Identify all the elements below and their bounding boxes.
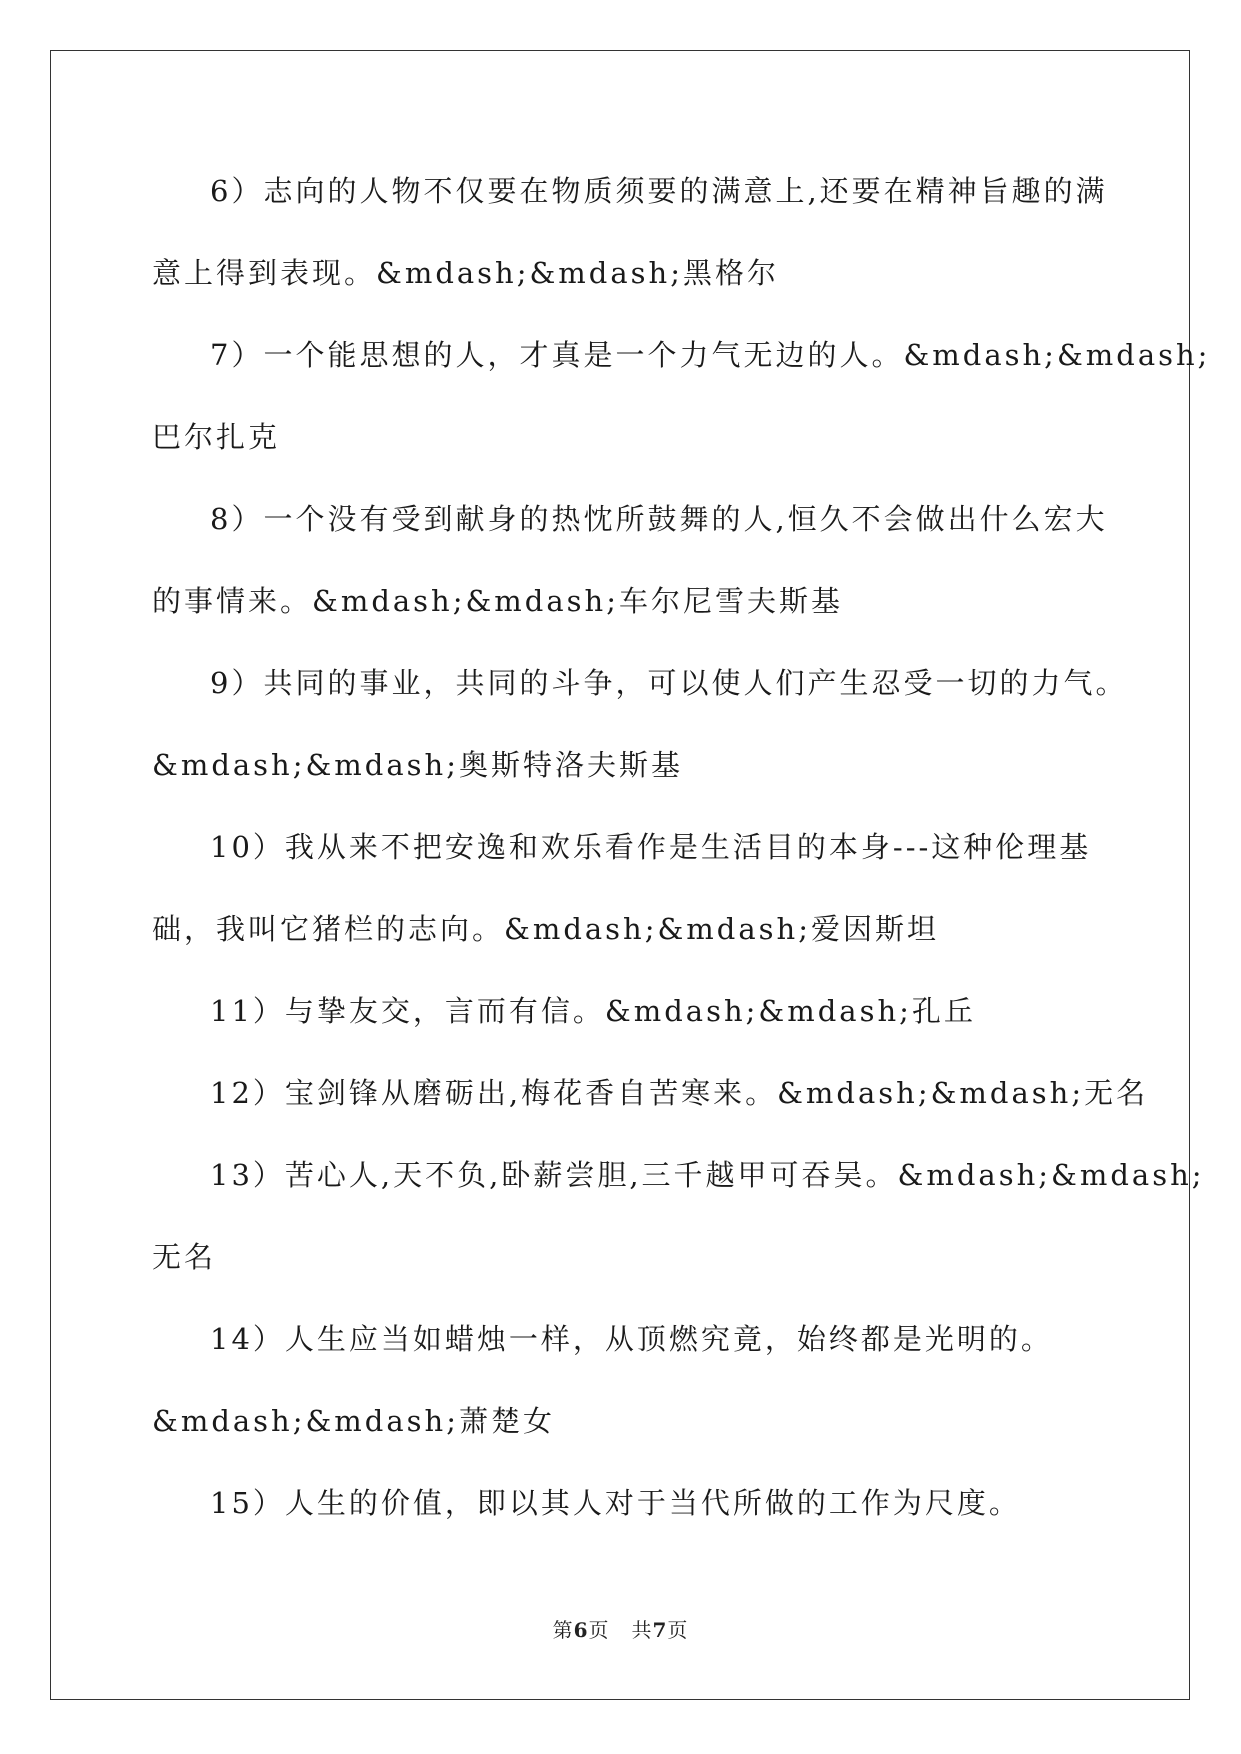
text-line: 9）共同的事业，共同的斗争，可以使人们产生忍受一切的力气。 [210,666,1128,700]
text-line: 6）志向的人物不仅要在物质须要的满意上,还要在精神旨趣的满 [210,174,1108,208]
text-line: 8）一个没有受到献身的热忱所鼓舞的人,恒久不会做出什么宏大 [210,502,1108,536]
text-line: 无名 [152,1240,217,1274]
total-suffix: 页 [667,1618,689,1642]
page-prefix: 第 [552,1618,574,1642]
total-prefix: 共 [631,1618,653,1642]
text-line: 意上得到表现。&mdash;&mdash;黑格尔 [152,256,779,290]
page-footer [0,1614,1241,1643]
text-line: 巴尔扎克 [152,420,281,454]
text-line: &mdash;&mdash;奥斯特洛夫斯基 [152,748,683,782]
text-line: 10）我从来不把安逸和欢乐看作是生活目的本身---这种伦理基 [210,830,1092,864]
text-line: 的事情来。&mdash;&mdash;车尔尼雪夫斯基 [152,584,843,618]
text-line: 14）人生应当如蜡烛一样，从顶燃究竟，始终都是光明的。 [210,1322,1053,1356]
text-line: 础，我叫它猪栏的志向。&mdash;&mdash;爱因斯坦 [152,912,939,946]
text-line: 7）一个能思想的人，才真是一个力气无边的人。&mdash;&mdash; [210,338,1211,372]
text-line: &mdash;&mdash;萧楚女 [152,1404,555,1438]
text-line: 12）宝剑锋从磨砺出,梅花香自苦寒来。&mdash;&mdash;无名 [210,1076,1149,1110]
document-body [152,160,1211,1554]
text-line: 15）人生的价值，即以其人对于当代所做的工作为尺度。 [210,1486,1021,1520]
page-current: 6 [573,1618,589,1642]
text-line: 13）苦心人,天不负,卧薪尝胆,三千越甲可吞吴。&mdash;&mdash; [210,1158,1205,1192]
text-line: 11）与挚友交，言而有信。&mdash;&mdash;孔丘 [210,994,976,1028]
page-suffix: 页 [588,1618,610,1642]
page-total: 7 [652,1618,668,1642]
